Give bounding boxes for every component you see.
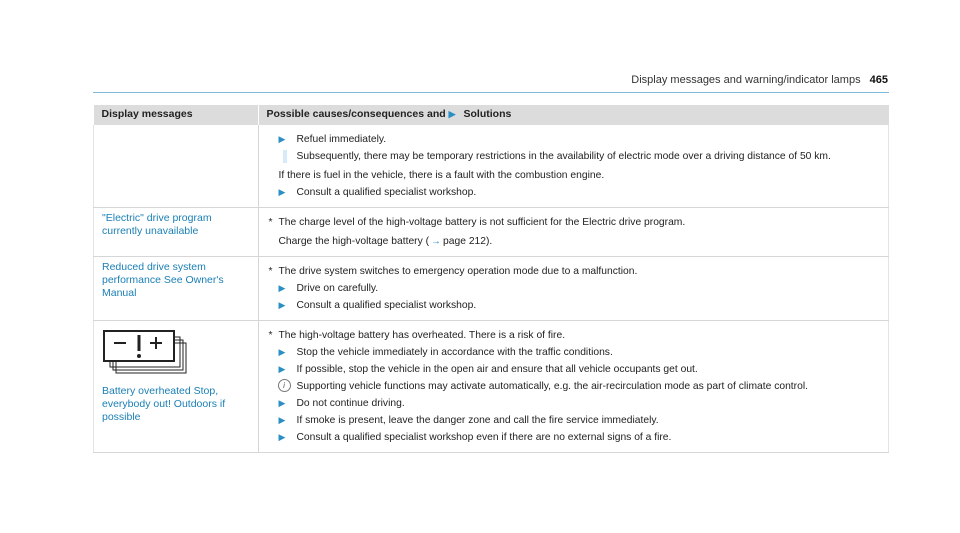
play-triangle-icon: ▶ xyxy=(448,109,456,119)
solution-step xyxy=(267,363,881,376)
step-text: Consult a qualified specialist workshop. xyxy=(296,300,477,311)
step-text: Do not continue driving. xyxy=(296,398,405,409)
solution-step xyxy=(267,299,881,312)
play-triangle-icon: ▶ xyxy=(278,398,286,408)
solution-step xyxy=(267,186,881,199)
step-text: Consult a qualified specialist workshop. xyxy=(296,187,477,198)
asterisk-marker: * xyxy=(268,266,273,277)
step-text: If possible, stop the vehicle in the open air and ensure that all vehicle occupants get out. xyxy=(296,364,698,375)
table-header-row xyxy=(94,105,889,125)
cause-text: The charge level of the high-voltage battery is not sufficient for the Electric drive program. xyxy=(278,217,686,228)
step-text: Drive on carefully. xyxy=(296,283,379,294)
message-cell xyxy=(94,321,259,453)
step-text: Refuel immediately. xyxy=(296,134,387,145)
battery-warning-icon xyxy=(102,329,250,379)
cause-line xyxy=(267,329,881,342)
play-triangle-icon: ▶ xyxy=(278,364,286,374)
cause-line xyxy=(267,265,881,278)
message-cell: Reduced drive system performance See Owner's Manual xyxy=(94,257,259,321)
charge-text-suffix: ). xyxy=(486,236,493,247)
solution-step xyxy=(267,346,881,359)
solution-step xyxy=(267,133,881,146)
page-reference-link[interactable]: page 212 xyxy=(443,236,486,247)
col-header-solutions-label: Solutions xyxy=(463,108,512,120)
col-header-display-messages: Display messages xyxy=(94,105,259,125)
play-triangle-icon: ▶ xyxy=(278,432,286,442)
solution-step xyxy=(267,431,881,444)
solution-cell xyxy=(258,321,889,453)
step-sub-note xyxy=(283,150,881,163)
step-text: Consult a qualified specialist workshop even if there are no external signs of a fire. xyxy=(296,432,672,443)
info-icon: i xyxy=(278,379,291,392)
col-header-causes-label: Possible causes/consequences and xyxy=(266,108,446,120)
display-messages-table xyxy=(93,105,889,453)
table-row xyxy=(94,257,889,321)
step-sub-text: Subsequently, there may be temporary restrictions in the availability of electric mode over a driving distance of 50 km. xyxy=(296,151,831,162)
solution-cell xyxy=(258,208,889,257)
message-text: Battery overheated Stop, everybody out! Outdoors if possible xyxy=(102,385,226,423)
charge-text-prefix: Charge the high-voltage battery ( xyxy=(278,236,430,247)
note-text: Supporting vehicle functions may activate automatically, e.g. the air-recirculation mode as part of climate control. xyxy=(296,381,808,392)
cause-text: The high-voltage battery has overheated. There is a risk of fire. xyxy=(278,330,566,341)
table-row xyxy=(94,208,889,257)
cause-line xyxy=(267,216,881,229)
play-triangle-icon: ▶ xyxy=(278,134,286,144)
solution-cell xyxy=(258,257,889,321)
page-number: 465 xyxy=(869,74,888,86)
header-title: Display messages and warning/indicator lamps xyxy=(631,74,861,86)
header-rule xyxy=(93,92,889,93)
charge-instruction xyxy=(267,235,881,248)
play-triangle-icon: ▶ xyxy=(278,300,286,310)
step-text: Stop the vehicle immediately in accordance with the traffic conditions. xyxy=(296,347,613,358)
play-triangle-icon: ▶ xyxy=(278,283,286,293)
page-reference-arrow-icon: → xyxy=(431,236,442,247)
asterisk-marker: * xyxy=(268,330,273,341)
table-row xyxy=(94,321,889,453)
message-cell-empty xyxy=(94,125,259,208)
play-triangle-icon: ▶ xyxy=(278,347,286,357)
fault-note: If there is fuel in the vehicle, there is a fault with the combustion engine. xyxy=(278,170,605,181)
play-triangle-icon: ▶ xyxy=(278,415,286,425)
col-header-causes xyxy=(258,105,889,125)
solution-cell xyxy=(258,125,889,208)
table-row xyxy=(94,125,889,208)
play-triangle-icon: ▶ xyxy=(278,187,286,197)
step-text: If smoke is present, leave the danger zone and call the fire service immediately. xyxy=(296,415,659,426)
message-cell: "Electric" drive program currently unavailable xyxy=(94,208,259,257)
page-header xyxy=(631,74,888,86)
info-note xyxy=(267,380,881,393)
solution-step xyxy=(267,397,881,410)
solution-step xyxy=(267,282,881,295)
solution-step xyxy=(267,414,881,427)
asterisk-marker: * xyxy=(268,217,273,228)
cause-text: The drive system switches to emergency operation mode due to a malfunction. xyxy=(278,266,638,277)
